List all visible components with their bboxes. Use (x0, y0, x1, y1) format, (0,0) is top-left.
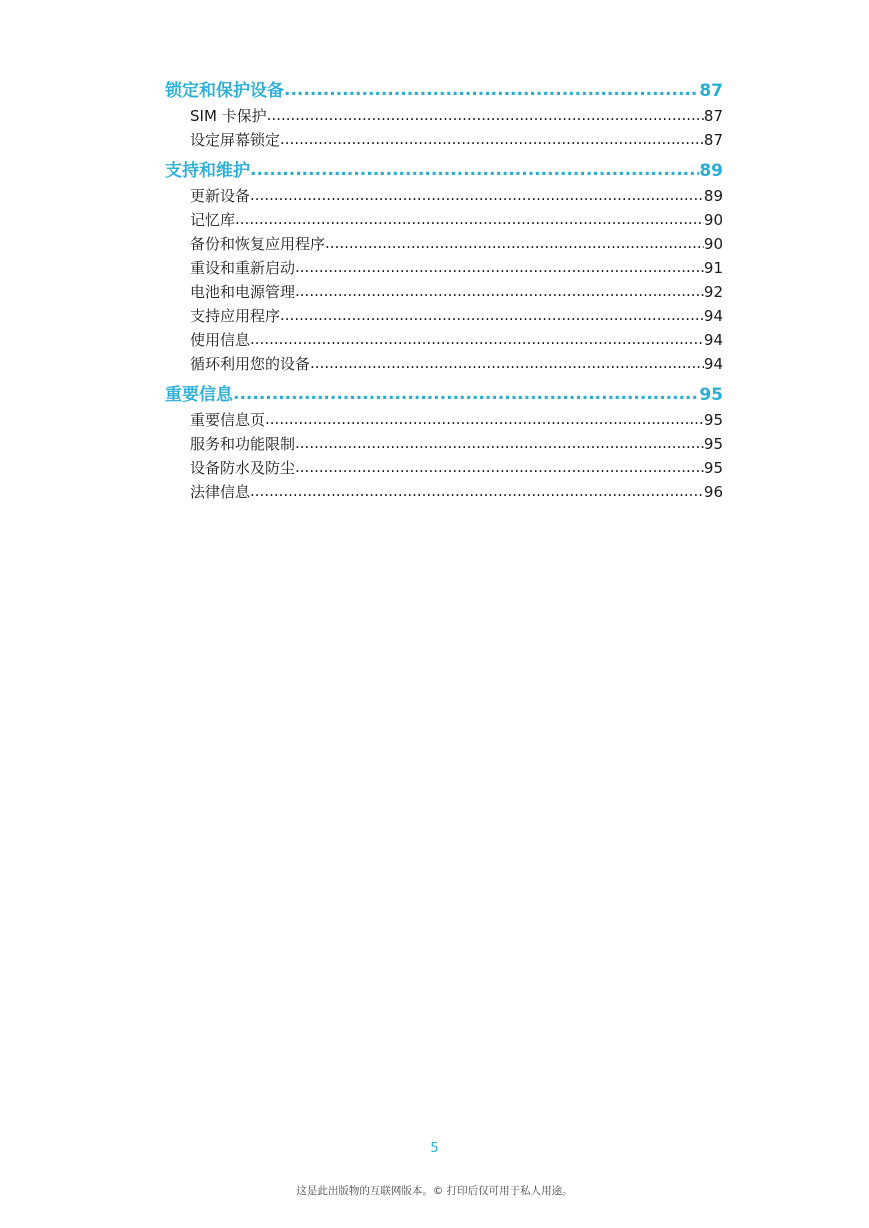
toc-entry-page: 90 (703, 235, 723, 253)
toc-entry-label: 电池和电源管理 (190, 283, 296, 301)
toc-entry-page: 91 (703, 259, 723, 277)
toc-entry[interactable] (165, 352, 723, 376)
toc-entry-page: 90 (703, 211, 723, 229)
toc-section (165, 78, 723, 152)
toc-entry-label: 服务和功能限制 (190, 435, 296, 453)
dot-leader (250, 480, 704, 503)
toc-entry-page: 94 (703, 331, 723, 349)
dot-leader (310, 352, 704, 375)
dot-leader (235, 208, 704, 231)
dot-leader (295, 456, 704, 479)
toc-heading[interactable] (165, 382, 723, 408)
toc-entry-page: 95 (703, 459, 723, 477)
toc-entry-label: 使用信息 (190, 331, 251, 349)
toc-entry[interactable] (165, 232, 723, 256)
dot-leader (295, 256, 704, 279)
page-number: 5 (430, 1141, 439, 1156)
dot-leader (280, 128, 704, 151)
toc-entry-label: 设定屏幕锁定 (190, 131, 281, 149)
dot-leader (284, 78, 699, 103)
toc-entry-label: 记忆库 (190, 211, 236, 229)
toc-entry-page: 95 (703, 411, 723, 429)
toc-entry-page: 89 (703, 187, 723, 205)
toc-entry-page: 94 (703, 307, 723, 325)
toc-entry[interactable] (165, 456, 723, 480)
toc-heading-page: 87 (699, 81, 723, 101)
toc-entry[interactable] (165, 208, 723, 232)
toc-heading-page: 89 (699, 161, 723, 181)
toc-section (165, 382, 723, 504)
toc-entry[interactable] (165, 256, 723, 280)
toc-entry-label: 循环利用您的设备 (190, 355, 311, 373)
toc-entry-page: 92 (703, 283, 723, 301)
dot-leader (295, 432, 704, 455)
dot-leader (250, 158, 699, 183)
toc-entry-page: 96 (703, 483, 723, 501)
toc-entry-label: 重要信息页 (190, 411, 266, 429)
toc-entry-label: 重设和重新启动 (190, 259, 296, 277)
toc-entry[interactable] (165, 280, 723, 304)
toc-section (165, 158, 723, 376)
toc-entry-page: 87 (703, 131, 723, 149)
toc-entry-page: 94 (703, 355, 723, 373)
toc-entry[interactable] (165, 432, 723, 456)
toc-heading-label: 锁定和保护设备 (165, 81, 284, 101)
dot-leader (325, 232, 704, 255)
toc-entry-label: 更新设备 (190, 187, 251, 205)
toc-entry-label: 备份和恢复应用程序 (190, 235, 326, 253)
footer-note: 这是此出版物的互联网版本。© 打印后仅可用于私人用途。 (296, 1185, 573, 1197)
toc-entry[interactable] (165, 304, 723, 328)
toc-entry-page: 95 (703, 435, 723, 453)
dot-leader (295, 280, 704, 303)
dot-leader (280, 304, 704, 327)
dot-leader (233, 382, 699, 407)
toc-entry-label: 支持应用程序 (190, 307, 281, 325)
toc-entry-label: 法律信息 (190, 483, 251, 501)
table-of-contents (165, 78, 723, 510)
dot-leader (267, 104, 704, 127)
toc-heading-label: 重要信息 (165, 385, 233, 405)
toc-entry-label: SIM 卡保护 (190, 107, 267, 125)
toc-entry[interactable] (165, 184, 723, 208)
toc-heading-page: 95 (699, 385, 723, 405)
toc-entry[interactable] (165, 328, 723, 352)
toc-entry[interactable] (165, 408, 723, 432)
dot-leader (250, 184, 704, 207)
toc-entry-page: 87 (703, 107, 723, 125)
toc-entry[interactable] (165, 480, 723, 504)
toc-heading-label: 支持和维护 (165, 161, 250, 181)
toc-entry[interactable] (165, 104, 723, 128)
dot-leader (250, 328, 704, 351)
toc-heading[interactable] (165, 158, 723, 184)
toc-entry-label: 设备防水及防尘 (190, 459, 296, 477)
dot-leader (265, 408, 704, 431)
toc-entry[interactable] (165, 128, 723, 152)
toc-heading[interactable] (165, 78, 723, 104)
